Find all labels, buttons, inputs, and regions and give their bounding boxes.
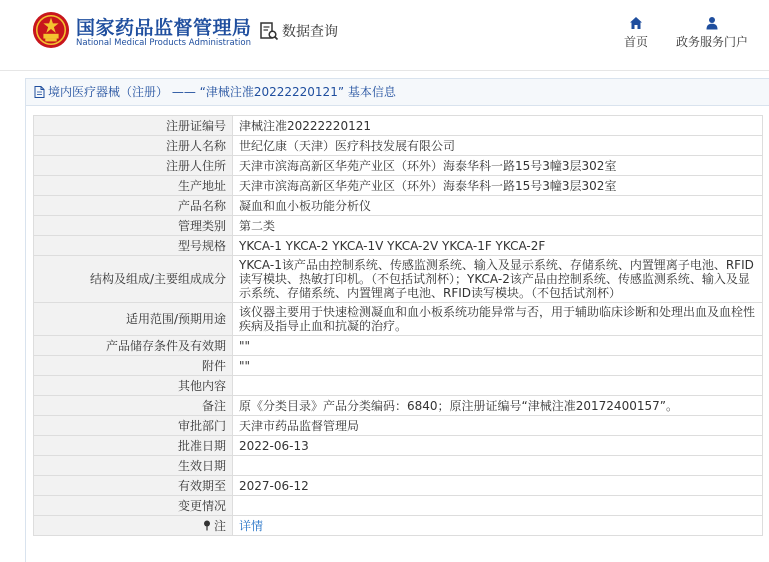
table-row xyxy=(34,116,763,136)
row-value: 该仪器主要用于快速检测凝血和血小板系统功能异常与否，用于辅助临床诊断和处理出血及血栓性疾病及指导止血和抗凝的治疗。 xyxy=(233,303,763,336)
pin-icon xyxy=(202,520,212,531)
row-label: 产品名称 xyxy=(34,196,233,216)
document-icon xyxy=(34,86,45,98)
table-row xyxy=(34,496,763,516)
site-brand-name[interactable]: 国家药品监督管理局 xyxy=(76,17,252,39)
row-value: YKCA-1该产品由控制系统、传感监测系统、输入及显示系统、存储系统、内置锂离子电池、RFID读写模块、热敏打印机。（不包括试剂杯）；YKCA-2该产品由控制系统、传感监测系统、输入及显示系统、存储系统、内置锂离子电池、RFID读写模块。（不包括试剂杯） xyxy=(233,256,763,303)
nav-service-label: 政务服务门户 xyxy=(675,35,748,49)
row-value: 凝血和血小板功能分析仪 xyxy=(233,196,763,216)
data-query-label: 数据查询 xyxy=(282,24,338,40)
table-row xyxy=(34,416,763,436)
row-value-detail xyxy=(233,516,763,536)
row-value: 2027-06-12 xyxy=(233,476,763,496)
table-row xyxy=(34,476,763,496)
row-value: 津械注准20222220121 xyxy=(233,116,763,136)
detail-panel xyxy=(25,78,769,562)
data-query-link[interactable] xyxy=(259,20,338,42)
nav-home[interactable] xyxy=(621,16,651,50)
row-label: 其他内容 xyxy=(34,376,233,396)
note-label: 注 xyxy=(213,518,226,533)
row-value: YKCA-1 YKCA-2 YKCA-1V YKCA-2V YKCA-1F YKCA-2F xyxy=(233,236,763,256)
row-label: 审批部门 xyxy=(34,416,233,436)
table-row xyxy=(34,176,763,196)
home-icon xyxy=(629,16,643,30)
row-value: 世纪亿康（天津）医疗科技发展有限公司 xyxy=(233,136,763,156)
row-value: 天津市滨海高新区华苑产业区（环外）海泰华科一路15号3幢3层302室 xyxy=(233,156,763,176)
row-value: 天津市滨海高新区华苑产业区（环外）海泰华科一路15号3幢3层302室 xyxy=(233,176,763,196)
user-icon xyxy=(705,16,719,30)
row-value: 原《分类目录》产品分类编码：6840；原注册证编号“津械注准20172400157”。 xyxy=(233,396,763,416)
table-row xyxy=(34,396,763,416)
table-row xyxy=(34,196,763,216)
row-value: 第二类 xyxy=(233,216,763,236)
nav-home-label: 首页 xyxy=(623,35,648,49)
row-label: 生产地址 xyxy=(34,176,233,196)
row-label: 型号规格 xyxy=(34,236,233,256)
row-value: "" xyxy=(233,336,763,356)
row-value xyxy=(233,376,763,396)
row-value: "" xyxy=(233,356,763,376)
table-row xyxy=(34,436,763,456)
table-row xyxy=(34,376,763,396)
row-label: 产品储存条件及有效期 xyxy=(34,336,233,356)
row-label: 管理类别 xyxy=(34,216,233,236)
nav-service-portal[interactable] xyxy=(672,16,752,50)
row-label: 适用范围/预期用途 xyxy=(34,303,233,336)
row-label: 备注 xyxy=(34,396,233,416)
row-label: 注册人名称 xyxy=(34,136,233,156)
table-row xyxy=(34,216,763,236)
detail-link[interactable]: 详情 xyxy=(239,518,264,533)
info-table-wrapper xyxy=(33,115,763,536)
table-row xyxy=(34,303,763,336)
row-value xyxy=(233,456,763,476)
row-label-note xyxy=(34,516,233,536)
table-row xyxy=(34,456,763,476)
table-row xyxy=(34,256,763,303)
table-row xyxy=(34,336,763,356)
table-row xyxy=(34,236,763,256)
row-label: 批准日期 xyxy=(34,436,233,456)
site-header xyxy=(0,0,769,71)
row-label: 附件 xyxy=(34,356,233,376)
table-row xyxy=(34,136,763,156)
row-label: 有效期至 xyxy=(34,476,233,496)
panel-title-bar xyxy=(26,79,769,106)
row-value: 天津市药品监督管理局 xyxy=(233,416,763,436)
row-label: 生效日期 xyxy=(34,456,233,476)
row-label: 注册证编号 xyxy=(34,116,233,136)
row-value: 2022-06-13 xyxy=(233,436,763,456)
table-row-detail xyxy=(34,516,763,536)
table-row xyxy=(34,156,763,176)
row-label: 结构及组成/主要组成成分 xyxy=(34,256,233,303)
row-value xyxy=(233,496,763,516)
national-emblem-logo[interactable] xyxy=(32,11,70,49)
search-document-icon xyxy=(259,21,279,41)
site-brand-english[interactable]: National Medical Products Administration xyxy=(76,38,251,48)
panel-title-text: 境内医疗器械（注册） —— “津械注准20222220121” 基本信息 xyxy=(48,85,396,99)
row-label: 注册人住所 xyxy=(34,156,233,176)
table-row xyxy=(34,356,763,376)
row-label: 变更情况 xyxy=(34,496,233,516)
device-info-table xyxy=(33,115,763,536)
